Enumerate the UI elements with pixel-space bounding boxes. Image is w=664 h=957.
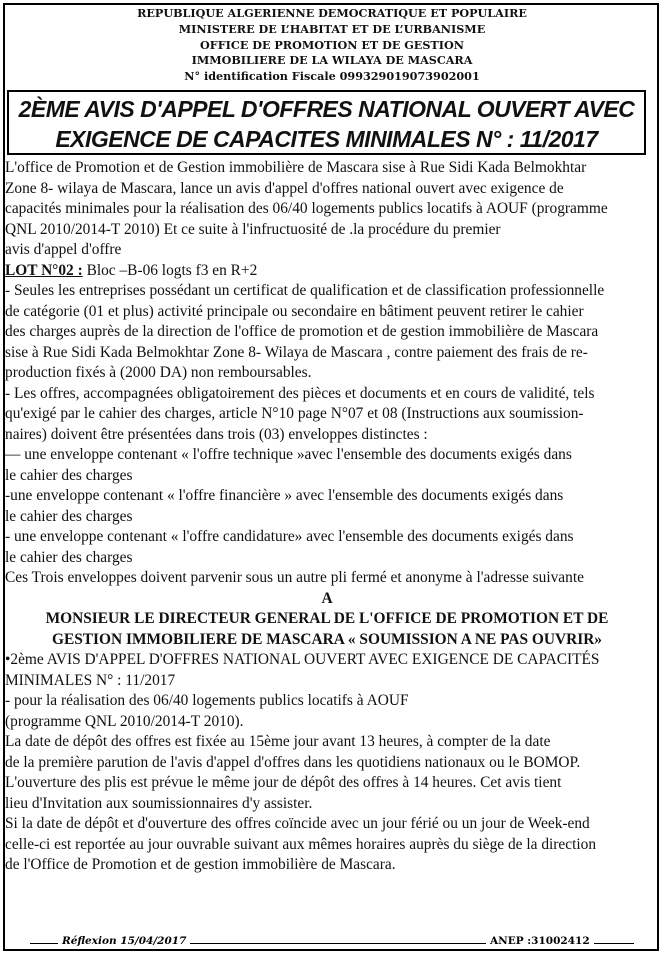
header-office: OFFICE DE PROMOTION ET DE GESTION xyxy=(200,37,464,52)
closing-line: lieu d'Invitation aux soumissionnaires d'y assister. xyxy=(5,794,313,812)
footer xyxy=(0,933,664,953)
condition-line: production fixés à (2000 DA) non remboursables. xyxy=(5,364,312,381)
closing-line: celle-ci est reportée au jour ouvrable suivant aux mêmes horaires auprès du siège de la direction xyxy=(5,835,597,853)
condition-line: de catégorie (01 et plus) activité principale ou secondaire en bâtiment peuvent retirer le cahier xyxy=(5,302,584,320)
closing-line: •2ème AVIS D'APPEL D'OFFRES NATIONAL OUVERT AVEC EXIGENCE DE CAPACITÉS xyxy=(5,651,600,668)
closing-line: MINIMALES N° : 11/2017 xyxy=(5,671,176,689)
intro-line: L'office de Promotion et de Gestion immobilière de Mascara sise à Rue Sidi Kada Belmokhtar xyxy=(5,159,587,176)
envelope-line: Ces Trois enveloppes doivent parvenir sous un autre pli fermé et anonyme à l'adresse suivante xyxy=(5,569,584,586)
envelope-line: — une enveloppe contenant « l'offre technique »avec l'ensemble des documents exigés dans xyxy=(5,446,572,463)
notice-title-line1: 2ÈME AVIS D'APPEL D'OFFRES NATIONAL OUVERT AVEC xyxy=(18,96,635,122)
intro-line: capacités minimales pour la réalisation des 06/40 logements publics locatifs à AOUF (programme xyxy=(5,200,608,217)
envelope-line: - une enveloppe contenant « l'offre candidature» avec l'ensemble des documents exigés dans xyxy=(5,528,574,545)
footer-publication: Réflexion 15/04/2017 xyxy=(58,935,190,947)
condition-line: naires) doivent être présentées dans trois (03) enveloppes distinctes : xyxy=(5,425,428,443)
intro-line: Zone 8- wilaya de Mascara, lance un avis d'appel d'offres national ouvert avec exigence de xyxy=(5,179,564,197)
header-republic: REPUBLIQUE ALGERIENNE DEMOCRATIQUE ET POPULAIRE xyxy=(137,6,527,20)
notice-title-line2: EXIGENCE DE CAPACITES MINIMALES N° : 11/2017 xyxy=(55,126,598,152)
lot-line xyxy=(5,261,649,282)
envelope-line: le cahier des charges xyxy=(5,548,133,566)
header-fiscal-id: N° identification Fiscale 099329019073902001 xyxy=(184,69,480,84)
lot-label: LOT N°02 : xyxy=(5,261,83,279)
condition-line: des charges auprès de la direction de l'office de promotion et de gestion immobilière de Mascara xyxy=(5,323,599,340)
condition-line: - Les offres, accompagnées obligatoirement des pièces et documents et en cours de validité, tels xyxy=(5,384,595,402)
closing-line: L'ouverture des plis est prévue le même jour de dépôt des offres à 14 heures. Cet avis tient xyxy=(5,774,562,791)
condition-line: qu'exigé par le cahier des charges, article N°10 page N°07 et 08 (Instructions aux soumission- xyxy=(5,405,584,422)
header-office-wilaya: IMMOBILIERE DE LA WILAYA DE MASCARA xyxy=(191,53,473,68)
closing-line: - pour la réalisation des 06/40 logements publics locatifs à AOUF xyxy=(5,692,409,709)
notice-body xyxy=(5,158,649,876)
condition-line: - Seules les entreprises possédant un certificat de qualification et de classification professionnelle xyxy=(5,282,605,299)
envelope-line: -une enveloppe contenant « l'offre financière » avec l'ensemble des documents exigés dans xyxy=(5,487,564,504)
closing-line: (programme QNL 2010/2014-T 2010). xyxy=(5,712,244,730)
closing-line: de l'Office de Promotion et de gestion immobilière de Mascara. xyxy=(5,856,396,873)
closing-line: Si la date de dépôt et d'ouverture des offres coïncide avec un jour férié ou un jour de Week-end xyxy=(5,815,590,832)
closing-line: de la première parution de l'avis d'appel d'offres dans les quotidiens nationaux ou le BOMOP. xyxy=(5,753,581,771)
address-line: GESTION IMMOBILIERE DE MASCARA « SOUMISSION A NE PAS OUVRIR» xyxy=(51,630,603,648)
envelope-line: le cahier des charges xyxy=(5,466,133,484)
notice-title-box xyxy=(7,90,646,155)
envelope-line: le cahier des charges xyxy=(5,507,133,525)
address-a: A xyxy=(321,589,333,607)
header-block xyxy=(0,0,664,85)
intro-line: QNL 2010/2014-T 2010) Et ce suite à l'infructuosité de .la procédure du premier xyxy=(5,220,501,238)
lot-description: Bloc –B-06 logts f3 en R+2 xyxy=(82,261,258,279)
condition-line: sise à Rue Sidi Kada Belmokhtar Zone 8- Wilaya de Mascara , contre paiement des frais de re- xyxy=(5,343,588,361)
footer-anep-ref: ANEP :31002412 xyxy=(486,935,594,947)
closing-line: La date de dépôt des offres est fixée au 15ème jour avant 13 heures, à compter de la date xyxy=(5,733,551,750)
intro-line: avis d'appel d'offre xyxy=(5,241,122,258)
header-ministry: MINISTERE DE L’HABITAT ET DE L’URBANISME xyxy=(178,21,486,36)
address-line: MONSIEUR LE DIRECTEUR GENERAL DE L'OFFICE DE PROMOTION ET DE xyxy=(45,610,609,627)
